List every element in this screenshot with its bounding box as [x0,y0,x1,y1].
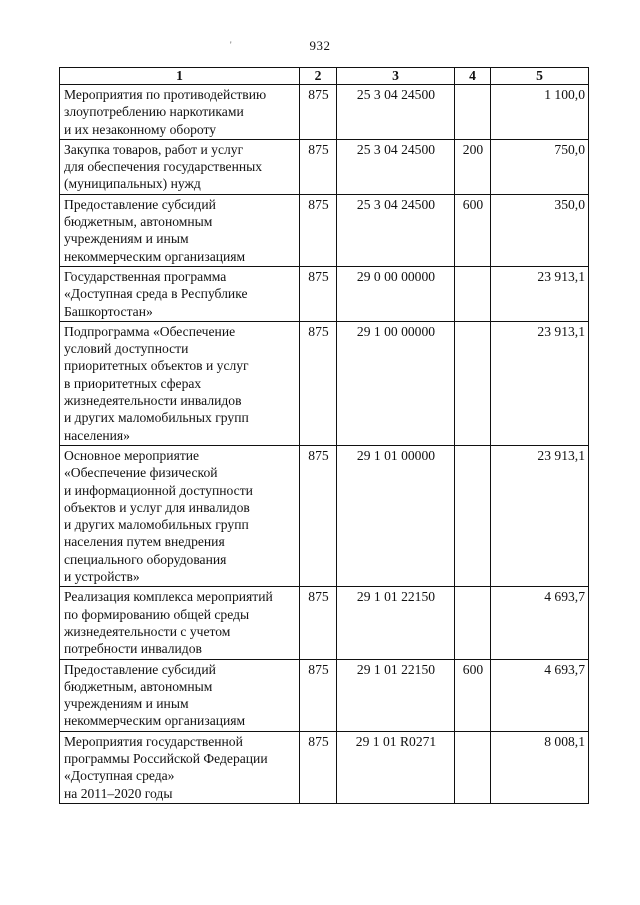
table-header-row [60,68,589,85]
budget-table [59,67,589,804]
cell-admin-code: 875 [300,659,337,731]
cell-name: Основное мероприятие «Обеспечение физической и информационной доступности объектов и услуг для инвалидов и других маломобильных групп населения путем внедрения специального оборудования и устройств» [60,445,300,586]
cell-target-code: 25 3 04 24500 [337,85,455,140]
cell-expense-type [455,321,491,445]
cell-expense-type [455,587,491,659]
header-col-1: 1 [60,68,300,85]
header-col-3: 3 [337,68,455,85]
cell-amount: 4 693,7 [491,587,589,659]
table-body [60,85,589,804]
cell-expense-type [455,266,491,321]
header-col-2: 2 [300,68,337,85]
cell-name: Мероприятия государственной программы Российской Федерации «Доступная среда» на 2011–2020 годы [60,731,300,803]
table-row [60,445,589,586]
cell-name: Мероприятия по противодействию злоупотреблению наркотиками и их незаконному обороту [60,85,300,140]
table-row [60,659,589,731]
cell-target-code: 29 1 01 00000 [337,445,455,586]
cell-expense-type [455,731,491,803]
cell-name: Реализация комплекса мероприятий по формированию общей среды жизнедеятельности с учетом потребности инвалидов [60,587,300,659]
cell-expense-type: 600 [455,194,491,266]
cell-target-code: 29 1 01 22150 [337,659,455,731]
table-row [60,266,589,321]
cell-amount: 23 913,1 [491,445,589,586]
cell-target-code: 29 0 00 00000 [337,266,455,321]
cell-target-code: 25 3 04 24500 [337,194,455,266]
cell-target-code: 25 3 04 24500 [337,139,455,194]
cell-name: Государственная программа «Доступная среда в Республике Башкортостан» [60,266,300,321]
header-col-5: 5 [491,68,589,85]
cell-amount: 750,0 [491,139,589,194]
cell-expense-type [455,85,491,140]
table-row [60,587,589,659]
cell-admin-code: 875 [300,266,337,321]
cell-amount: 4 693,7 [491,659,589,731]
cell-name: Предоставление субсидий бюджетным, автономным учреждениям и иным некоммерческим организациям [60,194,300,266]
cell-expense-type: 600 [455,659,491,731]
cell-expense-type [455,445,491,586]
cell-admin-code: 875 [300,445,337,586]
page-number: 932 [309,38,331,53]
table-row [60,731,589,803]
cell-expense-type: 200 [455,139,491,194]
cell-name: Подпрограмма «Обеспечение условий доступности приоритетных объектов и услуг в приоритетных сферах жизнедеятельности инвалидов и других маломобильных групп населения» [60,321,300,445]
cell-target-code: 29 1 01 R0271 [337,731,455,803]
cell-target-code: 29 1 00 00000 [337,321,455,445]
table-row [60,85,589,140]
cell-admin-code: 875 [300,85,337,140]
cell-amount: 8 008,1 [491,731,589,803]
cell-amount: 23 913,1 [491,321,589,445]
table-row [60,194,589,266]
cell-target-code: 29 1 01 22150 [337,587,455,659]
cell-admin-code: 875 [300,139,337,194]
cell-amount: 23 913,1 [491,266,589,321]
table-row [60,139,589,194]
header-col-4: 4 [455,68,491,85]
cell-amount: 1 100,0 [491,85,589,140]
cell-amount: 350,0 [491,194,589,266]
cell-name: Закупка товаров, работ и услуг для обеспечения государственных (муниципальных) нужд [60,139,300,194]
cell-admin-code: 875 [300,731,337,803]
cell-name: Предоставление субсидий бюджетным, автономным учреждениям и иным некоммерческим организациям [60,659,300,731]
cell-admin-code: 875 [300,587,337,659]
cell-admin-code: 875 [300,321,337,445]
table-row [60,321,589,445]
scan-mark: ' [230,40,232,50]
cell-admin-code: 875 [300,194,337,266]
